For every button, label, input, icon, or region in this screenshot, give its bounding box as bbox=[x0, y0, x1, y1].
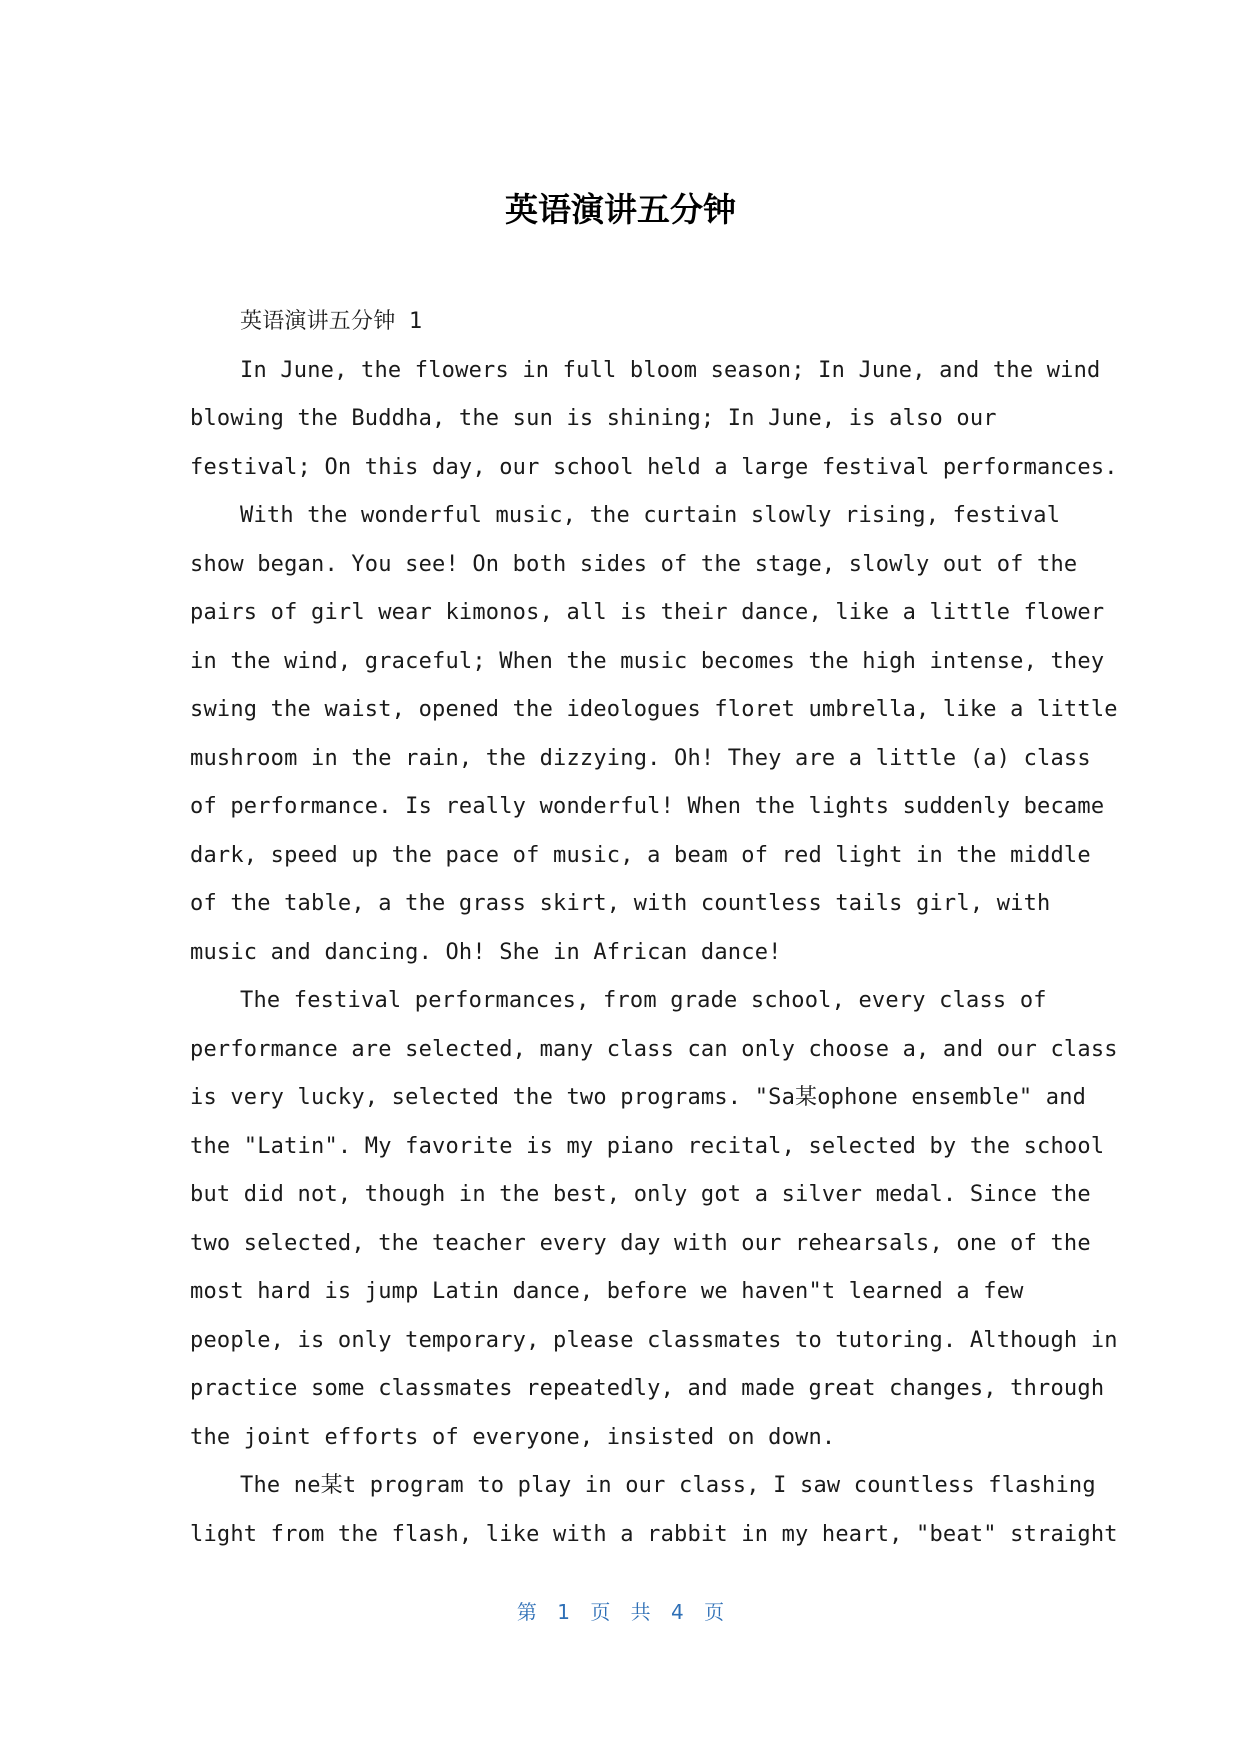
text-line: of the table, a the grass skirt, with countless tails girl, with bbox=[190, 891, 1051, 916]
text-line: The festival performances, from grade school, every class of bbox=[240, 988, 1047, 1013]
text-line: light from the flash, like with a rabbit in my heart, "beat" straight bbox=[190, 1521, 1118, 1547]
text-line: In June, the flowers in full bloom season; In June, and the wind bbox=[240, 357, 1101, 383]
text-line: dark, speed up the pace of music, a beam of red light in the middle bbox=[190, 842, 1091, 868]
text-line: music and dancing. Oh! She in African dance! bbox=[190, 939, 782, 965]
text-line: The ne某t program to play in our class, I saw countless flashing bbox=[240, 1473, 1096, 1498]
text-line: people, is only temporary, please classmates to tutoring. Although in bbox=[190, 1327, 1118, 1353]
text-line: blowing the Buddha, the sun is shining; In June, is also our bbox=[190, 406, 997, 431]
document-body bbox=[190, 298, 1118, 1559]
body-lines bbox=[190, 347, 1118, 1560]
text-line: of performance. Is really wonderful! When the lights suddenly became bbox=[190, 794, 1105, 819]
text-line: but did not, though in the best, only got a silver medal. Since the bbox=[190, 1182, 1091, 1207]
text-line: practice some classmates repeatedly, and made great changes, through bbox=[190, 1376, 1105, 1401]
text-line: the joint efforts of everyone, insisted on down. bbox=[190, 1424, 836, 1450]
text-line: swing the waist, opened the ideologues floret umbrella, like a little bbox=[190, 697, 1118, 722]
page-number-footer: 第 1 页 共 4 页 bbox=[516, 1600, 725, 1624]
text-line: With the wonderful music, the curtain slowly rising, festival bbox=[240, 503, 1061, 528]
text-line: show began. You see! On both sides of the stage, slowly out of the bbox=[190, 551, 1078, 577]
text-line: pairs of girl wear kimonos, all is their dance, like a little flower bbox=[190, 600, 1105, 625]
page-title: 英语演讲五分钟 bbox=[505, 190, 736, 229]
text-line: is very lucky, selected the two programs. "Sa某ophone ensemble" and bbox=[190, 1085, 1087, 1110]
text-line: most hard is jump Latin dance, before we haven"t learned a few bbox=[190, 1279, 1024, 1304]
text-line: performance are selected, many class can only choose a, and our class bbox=[190, 1036, 1118, 1062]
text-line: festival; On this day, our school held a large festival performances. bbox=[190, 454, 1118, 480]
text-line: the "Latin". My favorite is my piano recital, selected by the school bbox=[190, 1133, 1105, 1159]
section-heading: 英语演讲五分钟 1 bbox=[240, 309, 423, 334]
text-line: mushroom in the rain, the dizzying. Oh! They are a little (a) class bbox=[190, 745, 1091, 771]
text-line: in the wind, graceful; When the music becomes the high intense, they bbox=[190, 648, 1105, 674]
text-line: two selected, the teacher every day with our rehearsals, one of the bbox=[190, 1230, 1091, 1256]
